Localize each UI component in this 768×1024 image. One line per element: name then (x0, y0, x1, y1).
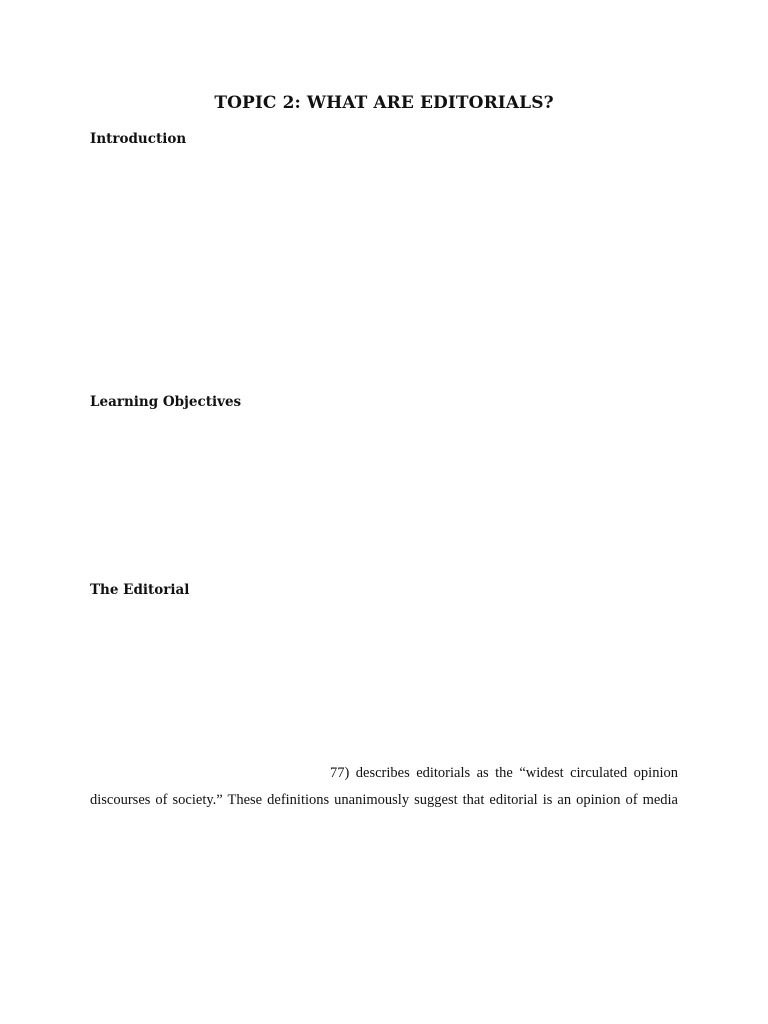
paragraph-line: discourses of society.” These definitions unanimously suggest that editorial is an opinion of media (90, 792, 678, 808)
document-title: TOPIC 2: WHAT ARE EDITORIALS? (214, 93, 554, 113)
section-heading-the-editorial: The Editorial (90, 582, 190, 598)
section-heading-learning-objectives: Learning Objectives (90, 394, 242, 410)
paragraph-line: 77) describes editorials as the “widest circulated opinion (330, 765, 678, 781)
section-heading-introduction: Introduction (90, 131, 187, 147)
